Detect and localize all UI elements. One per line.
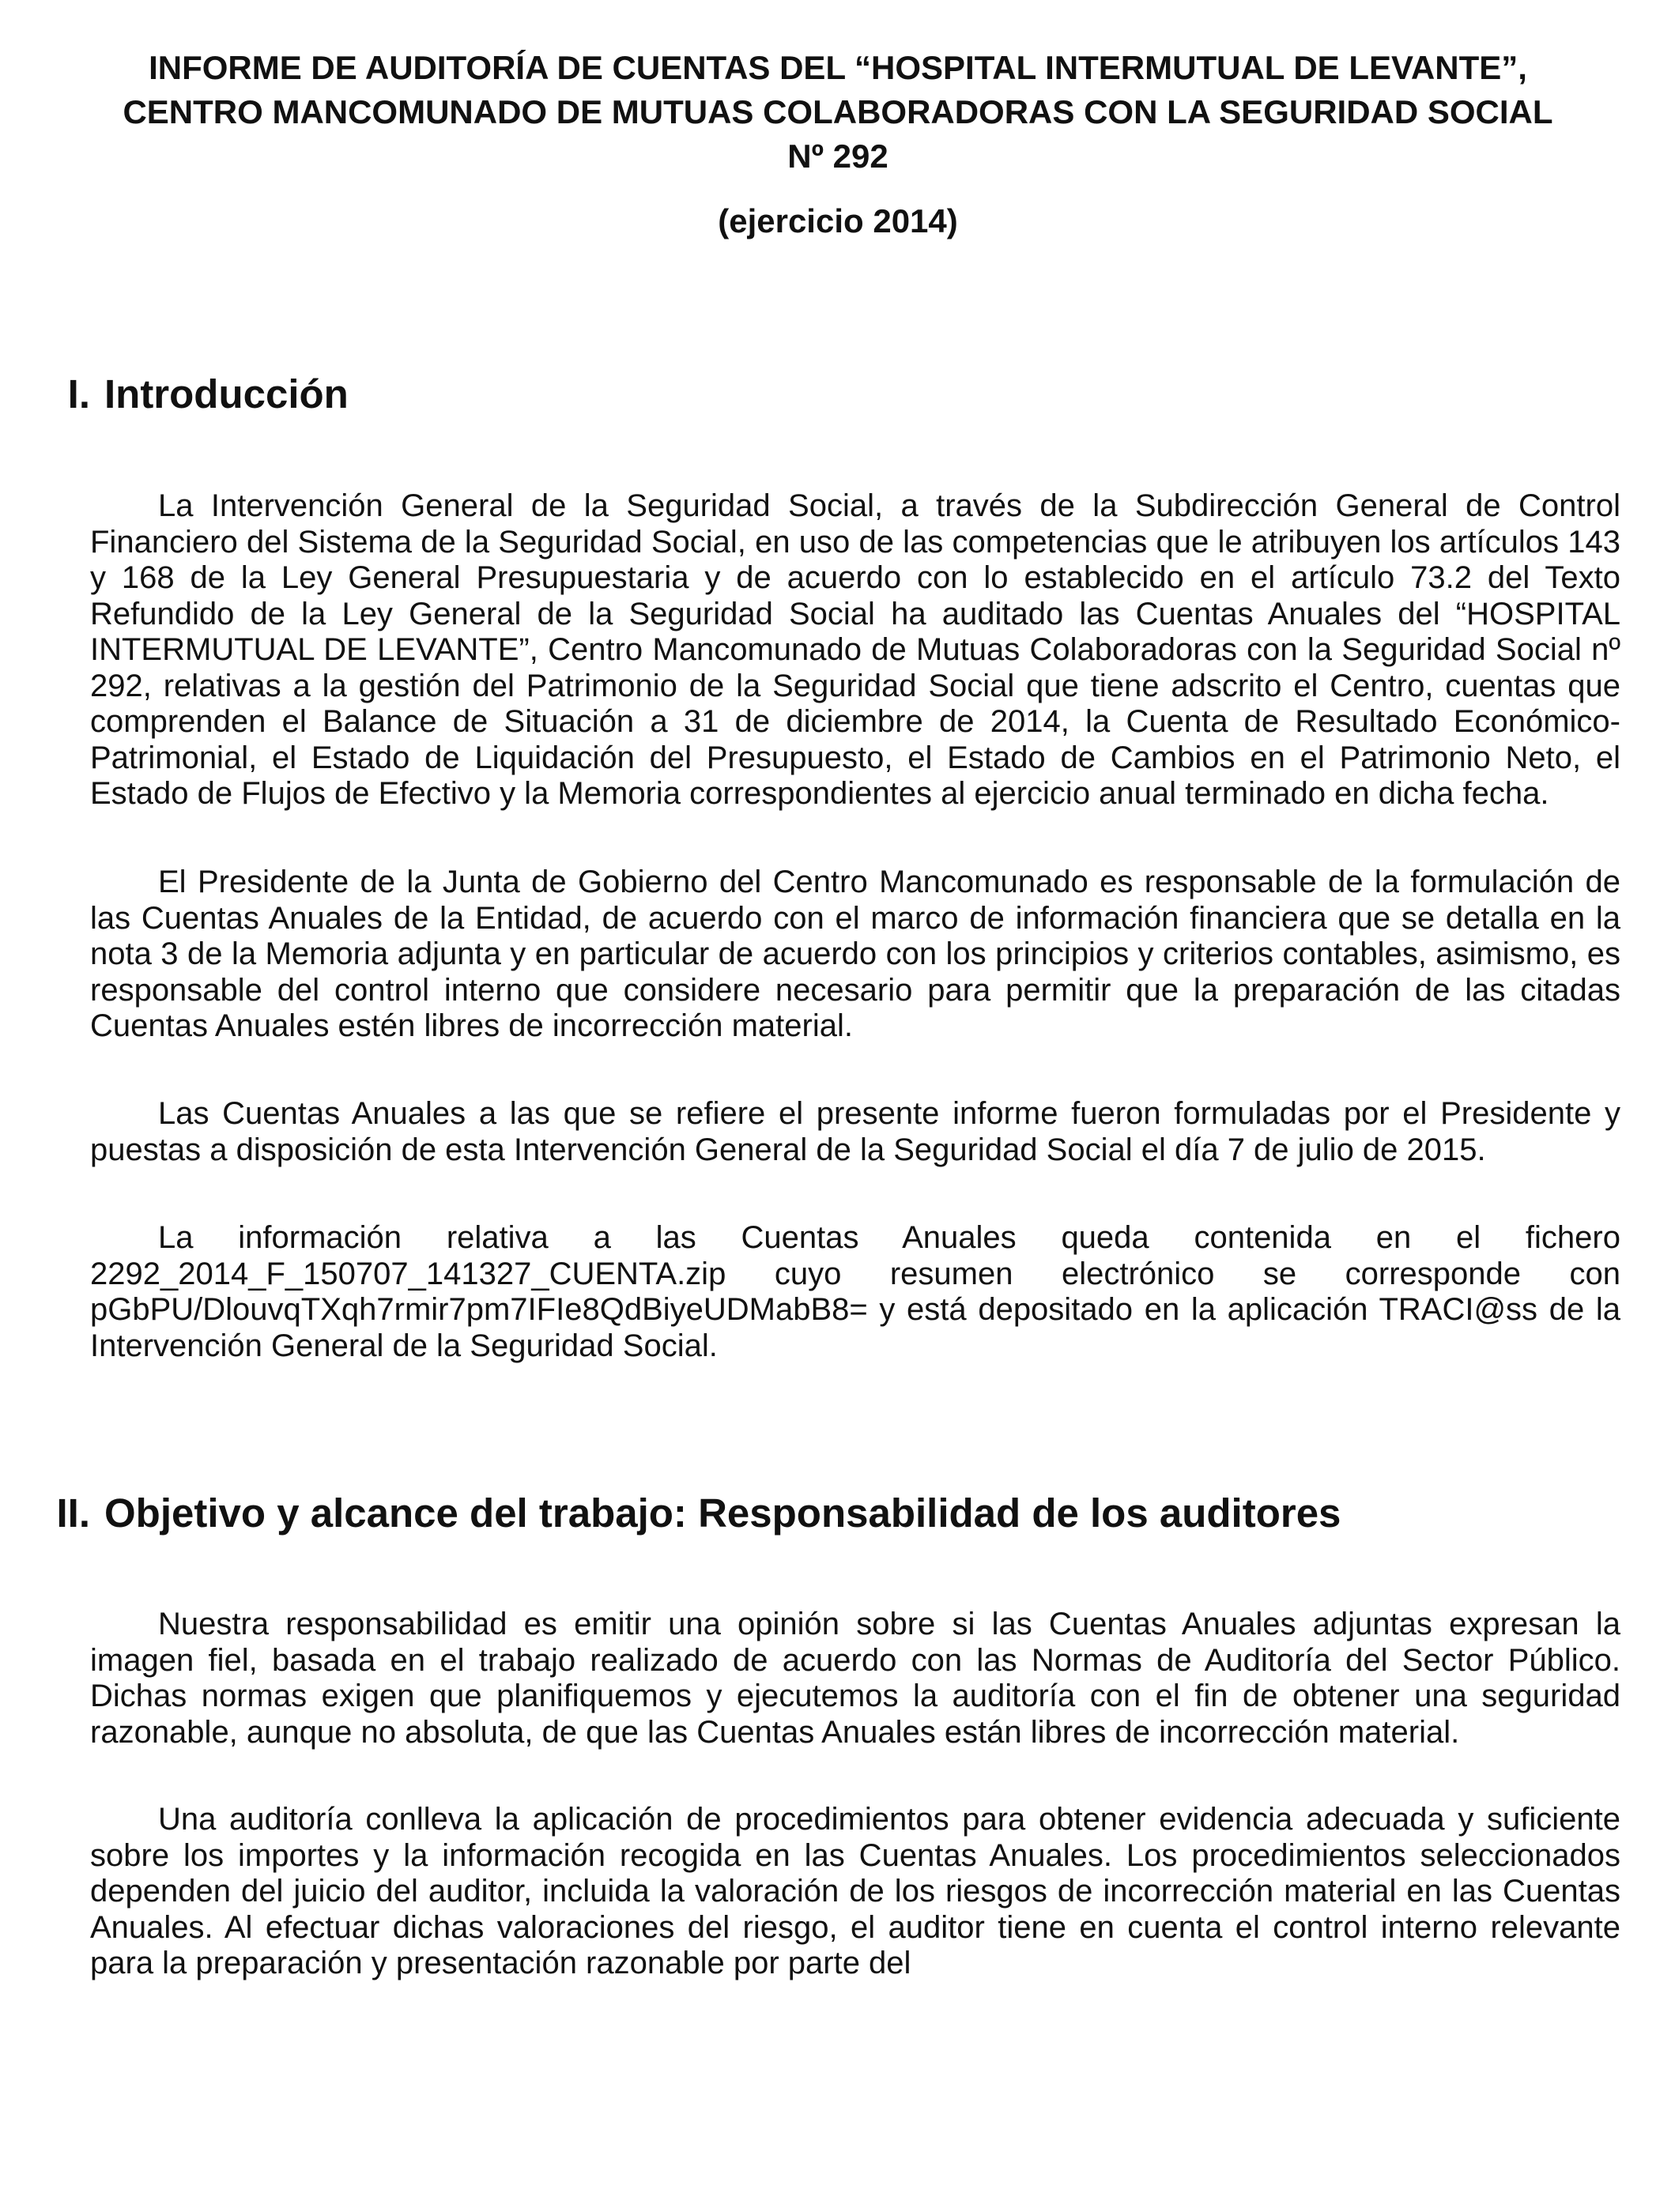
paragraph: El Presidente de la Junta de Gobierno del Centro Mancomunado es responsable de la formulación de las Cuentas Anuales de la Entidad, de acuerdo con el marco de información financiera que se detalla en la nota 3 de la Memoria adjunta y en particular de acuerdo con los principios y criterios contables, asimismo, es responsable del control interno que considere necesario para permitir que la preparación de las citadas Cuentas Anuales estén libres de incorrección material. — [90, 865, 1620, 1043]
paragraph: Las Cuentas Anuales a las que se refiere el presente informe fueron formuladas por el Presidente y puestas a disposición de esta Intervención General de la Seguridad Social el día 7 de julio de 2015. — [90, 1096, 1620, 1167]
section-heading-objetivo-alcance — [32, 1490, 1613, 1537]
section-heading-introduccion — [32, 371, 1613, 418]
paragraph: Nuestra responsabilidad es emitir una opinión sobre si las Cuentas Anuales adjuntas expresan la imagen fiel, basada en el trabajo realizado de acuerdo con las Normas de Auditoría del Sector Público. Dichas normas exigen que planifiquemos y ejecutemos la auditoría con el fin de obtener una seguridad razonable, aunque no absoluta, de que las Cuentas Anuales están libres de incorrección material. — [90, 1607, 1620, 1750]
section-title: Objetivo y alcance del trabajo: Responsabilidad de los auditores — [104, 1490, 1341, 1536]
paragraph: La Intervención General de la Seguridad Social, a través de la Subdirección General de Control Financiero del Sistema de la Seguridad Social, en uso de las competencias que le atribuyen los artículos 143 y 168 de la Ley General Presupuestaria y de acuerdo con lo establecido en el artículo 73.2 del Texto Refundido de la Ley General de la Seguridad Social ha auditado las Cuentas Anuales del “HOSPITAL INTERMUTUAL DE LEVANTE”, Centro Mancomunado de Mutuas Colaboradoras con la Seguridad Social nº 292, relativas a la gestión del Patrimonio de la Seguridad Social que tiene adscrito el Centro, cuentas que comprenden el Balance de Situación a 31 de diciembre de 2014, la Cuenta de Resultado Económico-Patrimonial, el Estado de Liquidación del Presupuesto, el Estado de Cambios en el Patrimonio Neto, el Estado de Flujos de Efectivo y la Memoria correspondientes al ejercicio anual terminado en dicha fecha. — [90, 488, 1620, 811]
paragraph: La información relativa a las Cuentas Anuales queda contenida en el fichero 2292_2014_F_150707_141327_CUENTA.zip cuyo resumen electrónico se corresponde con pGbPU/DlouvqTXqh7rmir7pm7IFIe8QdBiyeUDMabB8= y está depositado en la aplicación TRACI@ss de la Intervención General de la Seguridad Social. — [90, 1220, 1620, 1363]
section-number: I. — [67, 371, 90, 416]
section-title: Introducción — [104, 371, 349, 416]
paragraph: Una auditoría conlleva la aplicación de procedimientos para obtener evidencia adecuada y suficiente sobre los importes y la información recogida en las Cuentas Anuales. Los procedimientos seleccionados dependen del juicio del auditor, incluida la valoración de los riesgos de incorrección material en las Cuentas Anuales. Al efectuar dichas valoraciones del riesgo, el auditor tiene en cuenta el control interno relevante para la preparación y presentación razonable por parte del — [90, 1802, 1620, 1980]
document-subtitle: (ejercicio 2014) — [718, 202, 958, 239]
section-number: II. — [56, 1490, 90, 1536]
document-title: INFORME DE AUDITORÍA DE CUENTAS DEL “HOSPITAL INTERMUTUAL DE LEVANTE”, CENTRO MANCOMUNADO DE MUTUAS COLABORADORAS CON LA SEGURIDAD SOCIAL Nº 292 — [123, 49, 1553, 175]
